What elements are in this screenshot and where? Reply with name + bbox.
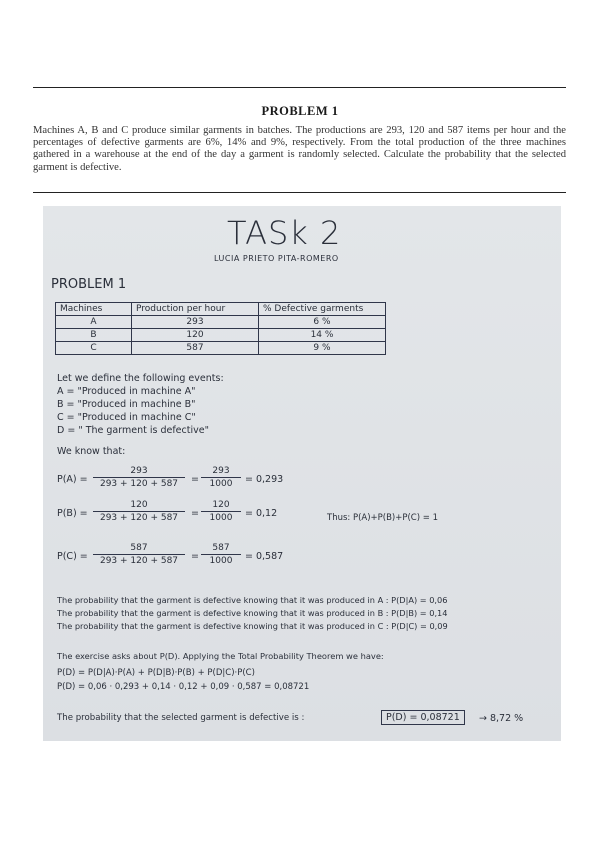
machines-table [55,302,386,355]
handwritten-solution-photo [43,206,561,741]
column-header: Machines [56,303,132,316]
table-row [56,316,386,329]
table-cell: 120 [132,329,259,342]
author-name: LUCIA PRIETO PITA-ROMERO [214,254,339,263]
pc-denominator-2: 1000 [209,556,233,566]
event-a: A = "Produced in machine A" [57,386,196,397]
pb-fraction-1 [93,500,185,523]
problem-title: PROBLEM 1 [261,104,339,118]
final-answer-label: The probability that the selected garment is defective is : [57,713,305,723]
pb-numerator-2: 120 [201,500,241,512]
pc-result: = 0,587 [245,551,284,562]
table-row [56,342,386,355]
pb-denominator-2: 1000 [209,513,233,523]
conditional-b: The probability that the garment is defective knowing that it was produced in B : P(D|B) = 0,14 [57,608,448,618]
pa-denominator-2: 1000 [209,479,233,489]
pa-denominator: 293 + 120 + 587 [99,479,179,489]
pa-label: P(A) = [57,474,88,485]
pb-numerator: 120 [93,500,185,512]
pc-denominator: 293 + 120 + 587 [99,556,179,566]
table-cell: C [56,342,132,355]
equals-sign: = [191,474,199,485]
section-heading: PROBLEM 1 [51,277,127,292]
final-percent: → 8,72 % [479,713,524,724]
pc-numerator-2: 587 [201,543,241,555]
pa-fraction-2 [201,466,241,489]
table-cell: B [56,329,132,342]
equals-sign: = [191,551,199,562]
task-title: TASk 2 [227,214,342,252]
conditional-a: The probability that the garment is defective knowing that it was produced in A : P(D|A) = 0,06 [57,595,448,605]
final-answer-box: P(D) = 0,08721 [381,710,465,725]
table-cell: 9 % [259,342,386,355]
column-header: Production per hour [132,303,259,316]
pb-label: P(B) = [57,508,88,519]
total-probability-formula: P(D) = P(D|A)·P(A) + P(D|B)·P(B) + P(D|C)·P(C) [57,668,255,678]
pb-denominator: 293 + 120 + 587 [99,513,179,523]
table-cell: 293 [132,316,259,329]
events-intro: Let we define the following events: [57,373,224,384]
event-b: B = "Produced in machine B" [57,399,196,410]
pa-result: = 0,293 [245,474,284,485]
pb-result: = 0,12 [245,508,278,519]
we-know-label: We know that: [57,446,126,457]
exercise-asks: The exercise asks about P(D). Applying the Total Probability Theorem we have: [57,651,384,661]
pc-label: P(C) = [57,551,88,562]
column-header: % Defective garments [259,303,386,316]
pc-numerator: 587 [93,543,185,555]
thus-note: Thus: P(A)+P(B)+P(C) = 1 [327,513,438,523]
table-row [56,329,386,342]
problem-statement: Machines A, B and C produce similar garments in batches. The productions are 293, 120 and 587 items per hour and the percentages of defective garments are 6%, 14% and 9%, respectively. From the total production of the three machines gathered in a warehouse at the end of the day a garment is randomly selected. Calculate the probability that the selected garment is defective. [33,125,566,173]
table-cell: 6 % [259,316,386,329]
pc-fraction-1 [93,543,185,566]
pa-fraction-1 [93,466,185,489]
table-cell: A [56,316,132,329]
table-cell: 587 [132,342,259,355]
pb-fraction-2 [201,500,241,523]
conditional-c: The probability that the garment is defective knowing that it was produced in C : P(D|C) = 0,09 [57,621,448,631]
table-cell: 14 % [259,329,386,342]
equals-sign: = [191,508,199,519]
event-d: D = " The garment is defective" [57,425,209,436]
event-c: C = "Produced in machine C" [57,412,196,423]
pa-numerator-2: 293 [201,466,241,478]
pc-fraction-2 [201,543,241,566]
bottom-rule [33,192,566,193]
total-probability-computation: P(D) = 0,06 · 0,293 + 0,14 · 0,12 + 0,09 · 0,587 = 0,08721 [57,682,310,692]
table-header-row [56,303,386,316]
top-rule [33,87,566,88]
pa-numerator: 293 [93,466,185,478]
